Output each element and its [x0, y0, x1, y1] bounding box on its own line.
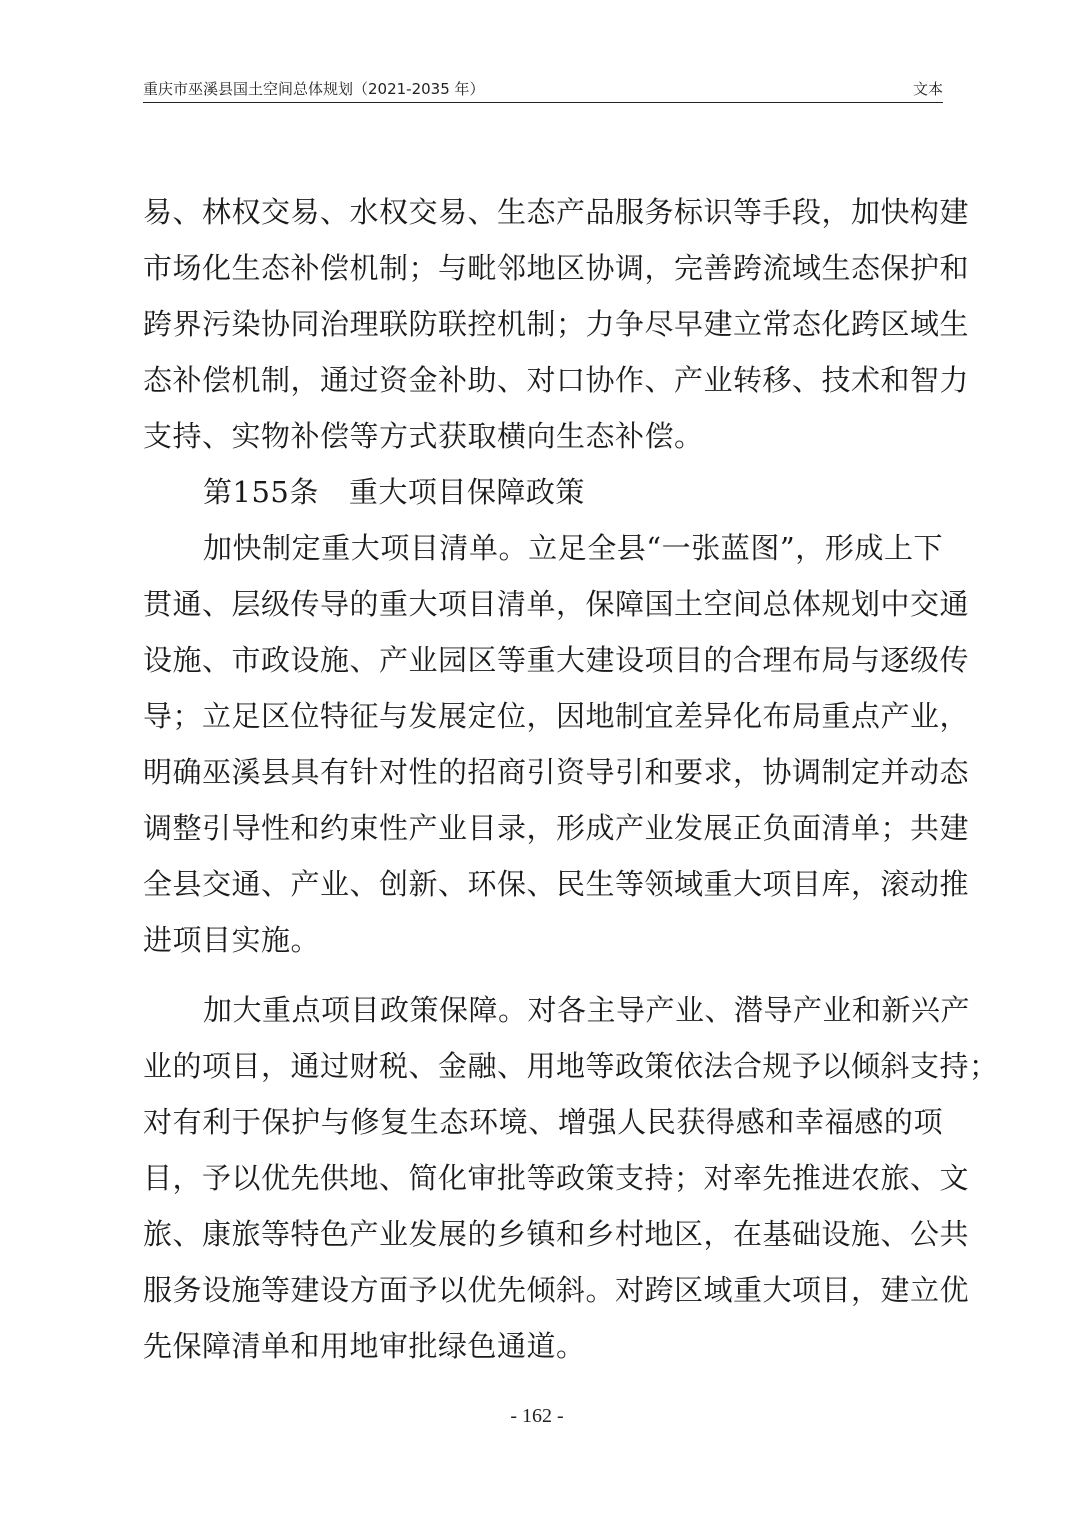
text-line: 加大重点项目政策保障。对各主导产业、潜导产业和新兴产 [203, 993, 971, 1027]
paragraph-ecological-compensation [143, 190, 970, 470]
article-number: 第155条 [203, 475, 319, 509]
text-line: 易、林权交易、水权交易、生态产品服务标识等手段，加快构建 [143, 195, 970, 229]
text-line: 调整引导性和约束性产业目录，形成产业发展正负面清单；共建 [143, 811, 970, 845]
text-line: 旅、康旅等特色产业发展的乡镇和乡村地区，在基础设施、公共 [143, 1217, 970, 1251]
paragraph-key-project-policy [143, 988, 999, 1380]
text-line: 跨界污染协同治理联防联控机制；力争尽早建立常态化跨区域生 [143, 307, 970, 341]
text-line: 态补偿机制，通过资金补助、对口协作、产业转移、技术和智力 [143, 363, 970, 397]
text-line: 加快制定重大项目清单。立足全县“一张蓝图”，形成上下 [203, 531, 943, 565]
text-line: 进项目实施。 [143, 923, 321, 957]
text-line: 服务设施等建设方面予以优先倾斜。对跨区域重大项目，建立优 [143, 1273, 970, 1307]
text-line: 目，予以优先供地、简化审批等政策支持；对率先推进农旅、文 [143, 1161, 970, 1195]
article-title: 重大项目保障政策 [348, 475, 585, 509]
text-line: 全县交通、产业、创新、环保、民生等领域重大项目库，滚动推 [143, 867, 970, 901]
page-number: - 162 - [510, 1405, 564, 1427]
text-line: 设施、市政设施、产业园区等重大建设项目的合理布局与逐级传 [143, 643, 970, 677]
text-line: 市场化生态补偿机制；与毗邻地区协调，完善跨流域生态保护和 [143, 251, 970, 285]
text-line: 导；立足区位特征与发展定位，因地制宜差异化布局重点产业， [143, 699, 970, 733]
text-line: 贯通、层级传导的重大项目清单，保障国土空间总体规划中交通 [143, 587, 970, 621]
page-header [143, 74, 943, 103]
text-line: 先保障清单和用地审批绿色通道。 [143, 1329, 586, 1363]
body-content [143, 190, 999, 1380]
text-line: 支持、实物补偿等方式获取横向生态补偿。 [143, 419, 704, 453]
document-title: 重庆市巫溪县国土空间总体规划（2021-2035 年） [143, 80, 485, 98]
article-heading [143, 470, 943, 526]
text-line: 对有利于保护与修复生态环境、增强人民获得感和幸福感的项 [143, 1105, 943, 1139]
text-line: 明确巫溪县具有针对性的招商引资导引和要求，协调制定并动态 [143, 755, 970, 789]
paragraph-major-project-list [143, 526, 970, 974]
text-line: 业的项目，通过财税、金融、用地等政策依法合规予以倾斜支持； [143, 1049, 999, 1083]
document-type-label: 文本 [912, 80, 943, 98]
